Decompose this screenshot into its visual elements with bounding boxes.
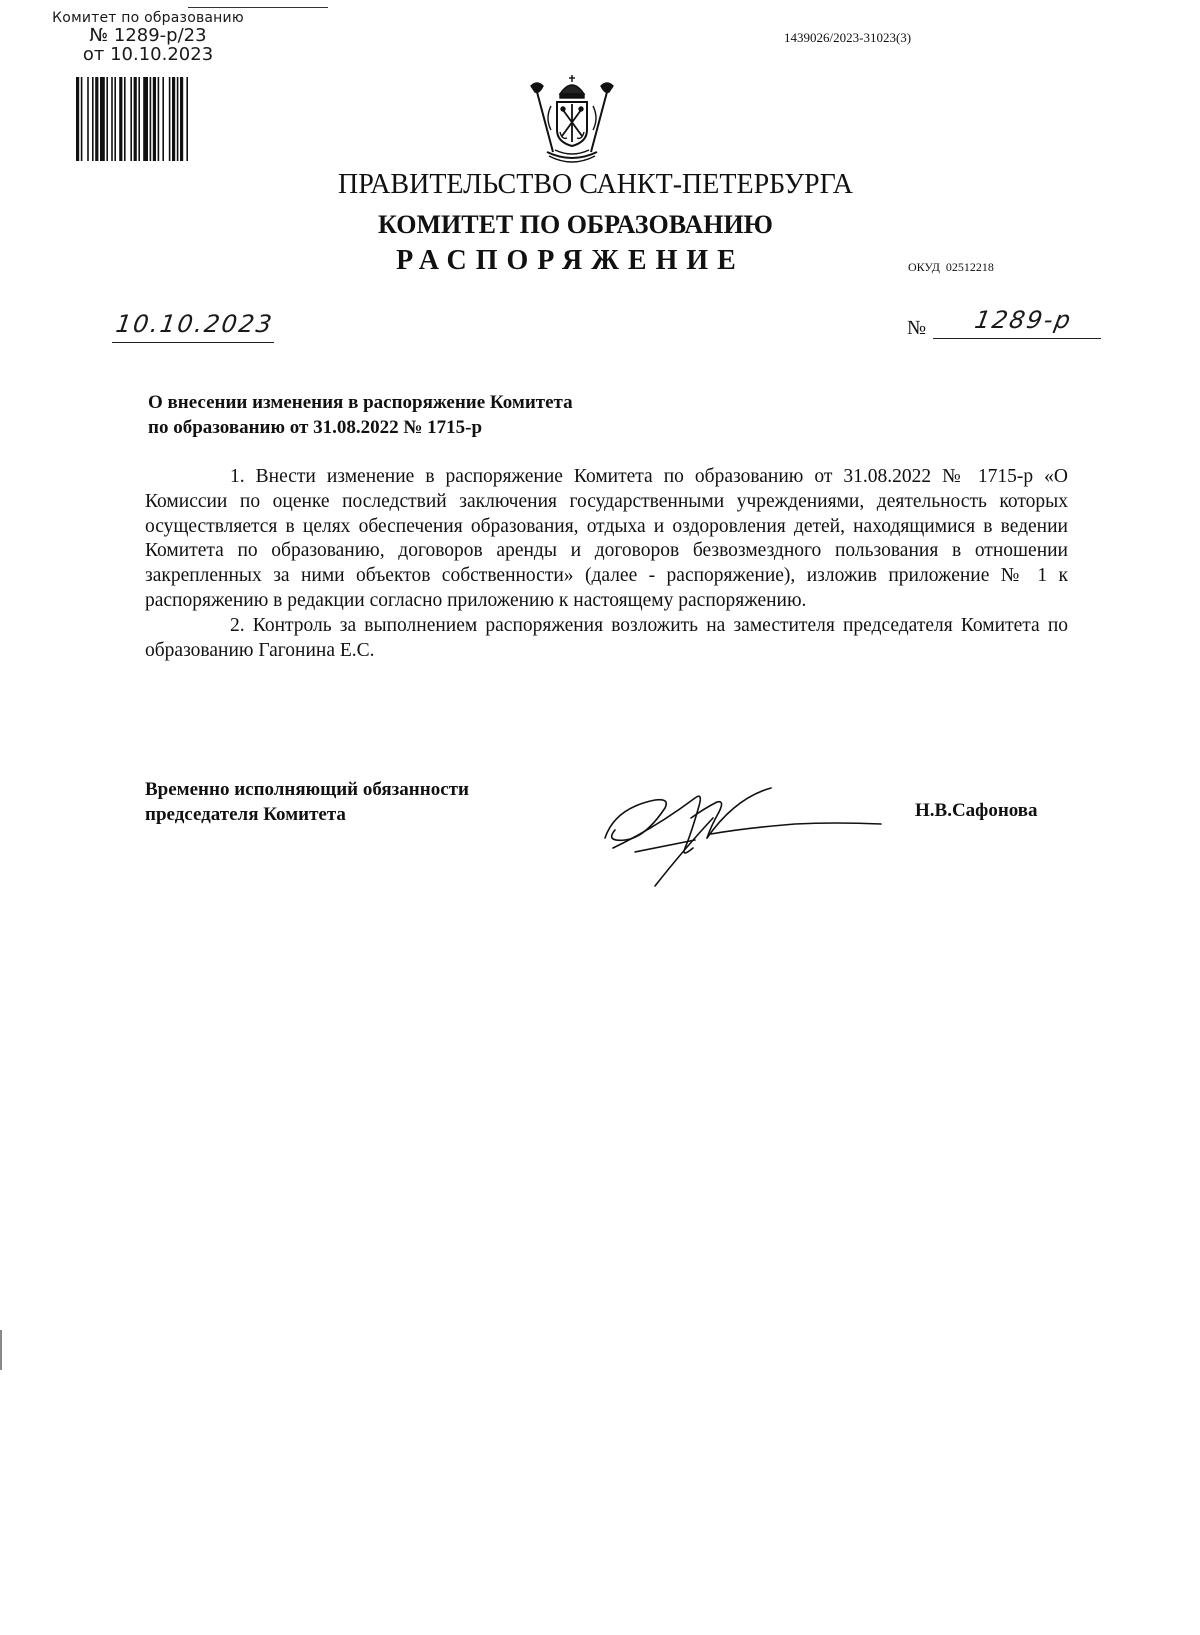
date-underline bbox=[112, 342, 274, 343]
barcode-bar bbox=[100, 77, 105, 161]
number-underline bbox=[933, 338, 1101, 339]
stamp-divider bbox=[188, 7, 328, 8]
scan-edge-mark bbox=[0, 1330, 2, 1370]
barcode-bar bbox=[169, 77, 171, 161]
barcode-bar bbox=[158, 77, 160, 161]
document-type-title: РАСПОРЯЖЕНИЕ bbox=[396, 245, 745, 276]
subject-line-1: О внесении изменения в распоряжение Комитета bbox=[148, 392, 573, 413]
barcode-bar bbox=[177, 77, 179, 161]
barcode-bar bbox=[76, 77, 79, 161]
handwritten-signature-icon bbox=[595, 778, 895, 890]
government-title: ПРАВИТЕЛЬСТВО САНКТ-ПЕТЕРБУРГА bbox=[338, 169, 853, 200]
barcode-bar bbox=[130, 77, 132, 161]
okud-label: ОКУД bbox=[908, 260, 940, 274]
registration-stamp bbox=[28, 10, 268, 64]
registration-date bbox=[112, 310, 274, 338]
okud-code bbox=[908, 260, 994, 275]
barcode-bar bbox=[111, 77, 113, 161]
number-sign: № bbox=[907, 317, 927, 339]
okud-value: 02512218 bbox=[945, 260, 994, 274]
barcode-bar bbox=[150, 77, 152, 161]
barcode-bar bbox=[172, 77, 175, 161]
body-paragraph-2: 2. Контроль за выполнением распоряжения возложить на заместителя председателя Комитета по образованию Гагонина Е.С. bbox=[145, 614, 1068, 661]
barcode-bar bbox=[180, 77, 183, 161]
barcode-bar bbox=[119, 77, 122, 161]
barcode-bar bbox=[81, 77, 83, 161]
barcode-icon bbox=[76, 77, 246, 161]
signer-position-line-2: председателя Комитета bbox=[145, 804, 346, 825]
signer-position-line-1: Временно исполняющий обязанности bbox=[145, 779, 469, 800]
signer-name: Н.В.Сафонова bbox=[915, 800, 1038, 821]
document-id: 1439026/2023-31023(3) bbox=[784, 30, 912, 45]
saint-petersburg-coat-of-arms-icon bbox=[527, 72, 617, 168]
barcode-bar bbox=[92, 77, 94, 161]
stamp-organization: Комитет по образованию bbox=[52, 10, 244, 26]
barcode-bar bbox=[87, 77, 89, 161]
committee-title: КОМИТЕТ ПО ОБРАЗОВАНИЮ bbox=[378, 210, 773, 239]
barcode-bar bbox=[95, 77, 98, 161]
document-subject bbox=[148, 390, 768, 440]
barcode-bar bbox=[153, 77, 156, 161]
stamp-date: от 10.10.2023 bbox=[82, 44, 214, 65]
barcode-bar bbox=[134, 77, 137, 161]
barcode-bar bbox=[138, 77, 140, 161]
barcode-bar bbox=[114, 77, 116, 161]
stamp-number: № 1289-р/23 bbox=[89, 25, 207, 46]
barcode-bar bbox=[143, 77, 148, 161]
document-body bbox=[145, 465, 1068, 663]
barcode-bar bbox=[106, 77, 108, 161]
barcode-bar bbox=[124, 77, 126, 161]
barcode-bar bbox=[186, 77, 188, 161]
barcode-bar bbox=[162, 77, 164, 161]
body-paragraph-1: 1. Внести изменение в распоряжение Комитета по образованию от 31.08.2022 № 1715-р «О Комиссии по оценке последствий заключения государственными учреждениями, деятельность которых осуществляется в целях обеспечения образования, отдыха и оздоровления детей, находящимися в ведении Комитета по образованию, договоров аренды и договоров безвозмездного пользования в отношении закрепленных за ними объектов собственности» (далее - распоряжение), изложив приложение № 1 к распоряжению в редакции согласно приложению к настоящему распоряжению. bbox=[145, 466, 1068, 611]
handwritten-number: 1289-р bbox=[972, 306, 1075, 334]
handwritten-date: 10.10.2023 bbox=[114, 310, 276, 338]
signer-position bbox=[145, 777, 605, 827]
subject-line-2: по образованию от 31.08.2022 № 1715-р bbox=[148, 417, 483, 438]
